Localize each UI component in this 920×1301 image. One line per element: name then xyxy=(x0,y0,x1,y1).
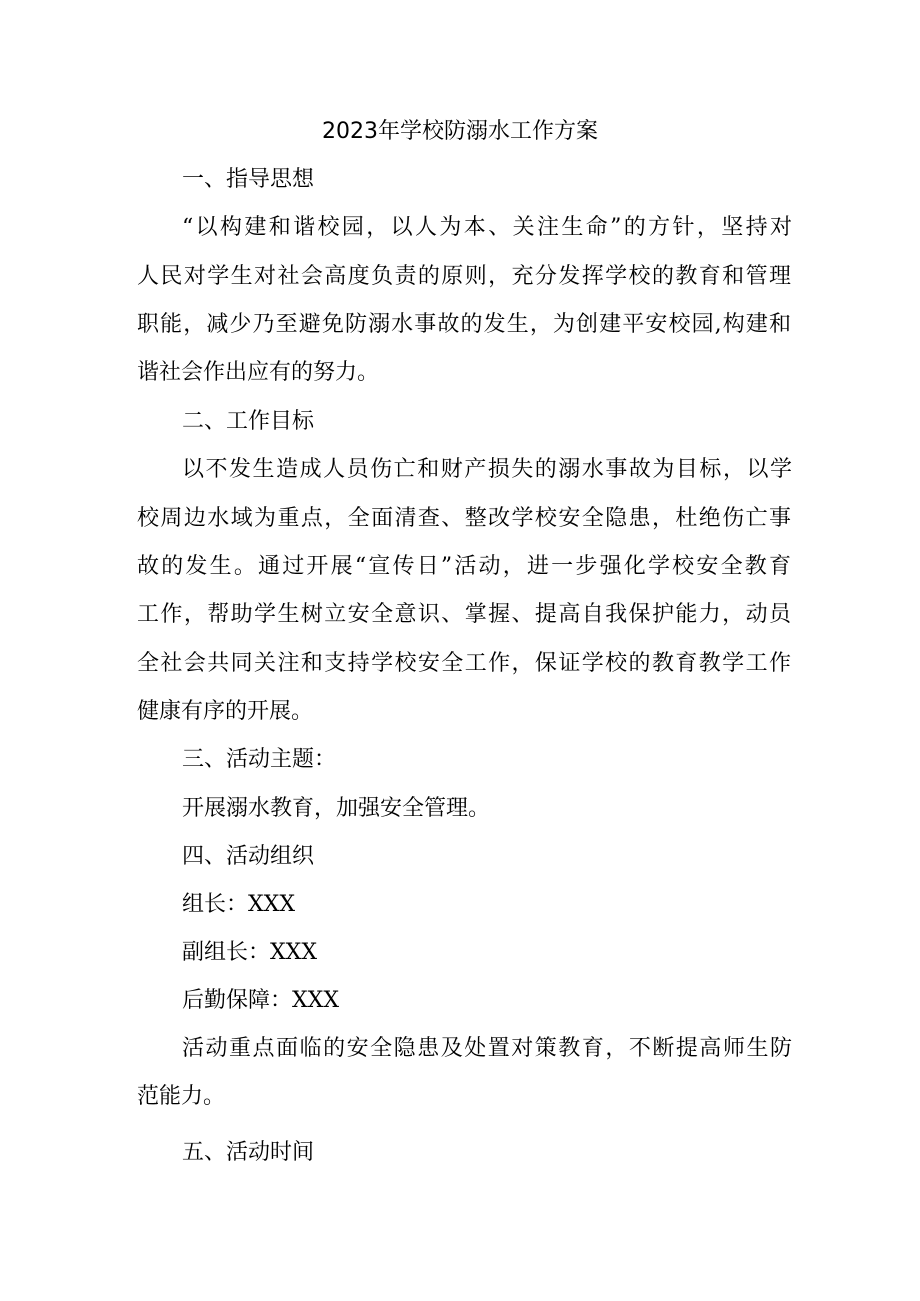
paragraph-line: 健康有序的开展。 xyxy=(137,699,314,724)
document-title: 2023年学校防溺水工作方案 xyxy=(322,119,598,144)
section-heading-activity-theme: 三、活动主题： xyxy=(182,747,337,772)
section-heading-guiding-ideology: 一、指导思想 xyxy=(182,167,315,192)
paragraph-line: “以构建和谐校园，以人为本、关注生命”的方针，坚持对 xyxy=(182,215,792,240)
org-leader: 组长：XXX xyxy=(182,892,295,917)
paragraph-line: 故的发生。通过开展“宣传日”活动，进一步强化学校安全教育 xyxy=(137,554,791,579)
paragraph-line: 全社会共同关注和支持学校安全工作，保证学校的教育教学工作 xyxy=(137,651,791,676)
paragraph-line: 工作，帮助学生树立安全意识、掌握、提高自我保护能力，动员 xyxy=(137,602,791,627)
paragraph-line: 人民对学生对社会高度负责的原则，充分发挥学校的教育和管理 xyxy=(137,264,791,289)
paragraph-line: 以不发生造成人员伤亡和财产损失的溺水事故为目标，以学 xyxy=(182,457,792,482)
paragraph-line: 范能力。 xyxy=(137,1084,226,1109)
org-deputy-leader: 副组长：XXX xyxy=(182,940,317,965)
section-heading-work-goals: 二、工作目标 xyxy=(182,409,315,434)
paragraph-line: 校周边水域为重点，全面清查、整改学校安全隐患，杜绝伤亡事 xyxy=(137,506,791,531)
paragraph-line: 谐社会作出应有的努力。 xyxy=(137,360,380,385)
section-heading-activity-time: 五、活动时间 xyxy=(182,1140,315,1165)
activity-theme-text: 开展溺水教育，加强安全管理。 xyxy=(182,796,491,821)
paragraph-line: 职能，减少乃至避免防溺水事故的发生，为创建平安校园,构建和 xyxy=(137,312,791,337)
org-logistics: 后勤保障：XXX xyxy=(182,988,339,1013)
section-heading-activity-organization: 四、活动组织 xyxy=(182,844,315,869)
paragraph-line: 活动重点面临的安全隐患及处置对策教育，不断提高师生防 xyxy=(182,1036,792,1061)
